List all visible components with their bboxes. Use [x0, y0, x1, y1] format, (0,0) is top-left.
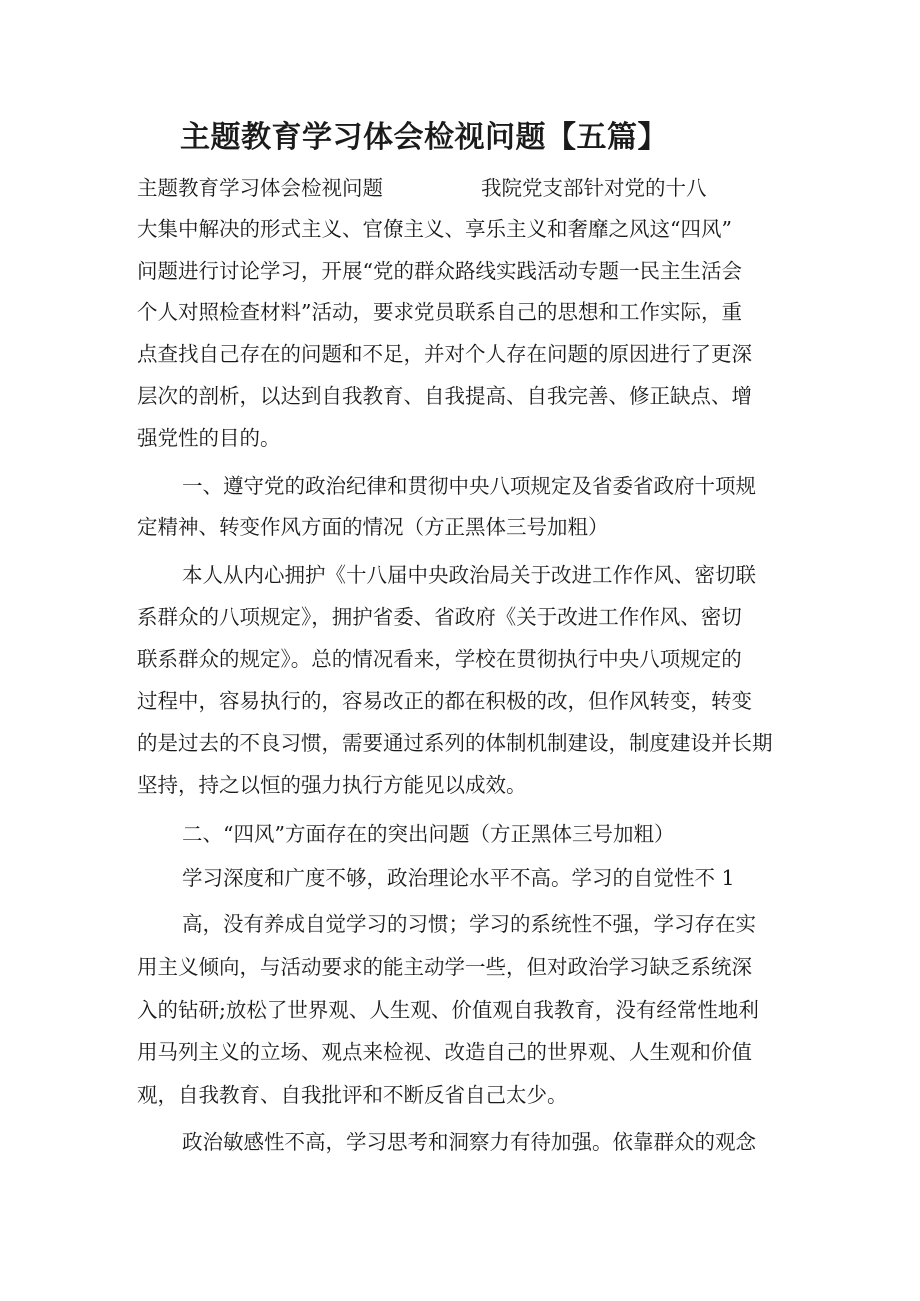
text-line: 高，没有养成自觉学习的习惯；学习的系统性不强，学习存在实	[182, 912, 756, 936]
text-line: 点查找自己存在的问题和不足，并对个人存在问题的原因进行了更深	[137, 342, 752, 366]
text-line: 联系群众的规定》。总的情况看来，学校在贯彻执行中央八项规定的	[137, 647, 742, 671]
text-line: 入的钻研;放松了世界观、人生观、价值观自我教育，没有经常性地利	[137, 998, 759, 1022]
text-line: 个人对照检查材料”活动，要求党员联系自己的思想和工作实际，重	[137, 300, 742, 324]
document-title: 主题教育学习体会检视问题【五篇】	[180, 120, 668, 155]
section-heading-1: 一、遵守党的政治纪律和贯彻中央八项规定及省委省政府十项规	[182, 474, 756, 498]
text-line: 我院党支部针对党的十八	[481, 176, 707, 200]
text-line: 过程中，容易执行的，容易改正的都在积极的改，但作风转变，转变	[137, 689, 752, 713]
text-line: 的是过去的不良习惯，需要通过系列的体制机制建设，制度建设并长期	[137, 731, 773, 755]
text-line: 观，自我教育、自我批评和不断反省自己太少。	[137, 1083, 568, 1107]
text-line: 系群众的八项规定》，拥护省委、省政府《关于改进工作作风、密切	[137, 605, 742, 629]
text-line: 用马列主义的立场、观点来检视、改造自己的世界观、人生观和价值	[137, 1040, 752, 1064]
text-line: 问题进行讨论学习，开展“党的群众路线实践活动专题一民主生活会	[137, 259, 742, 283]
text-line: 强党性的目的。	[137, 426, 281, 450]
text-line: 本人从内心拥护《十八届中央政治局关于改进工作作风、密切联	[182, 563, 756, 587]
text-line: 坚持，持之以恒的强力执行方能见以成效。	[137, 773, 527, 797]
intro-label: 主题教育学习体会检视问题	[137, 176, 383, 200]
text-line: 大集中解决的形式主义、官僚主义、享乐主义和奢靡之风这“四风”	[137, 217, 732, 241]
section-heading-1-cont: 定精神、转变作风方面的情况（方正黑体三号加粗）	[137, 515, 609, 539]
text-line: 用主义倾向，与活动要求的能主动学一些，但对政治学习缺乏系统深	[137, 955, 752, 979]
text-line: 学习深度和广度不够，政治理论水平不高。学习的自觉性不 1	[182, 866, 735, 890]
section-heading-2: 二、“四风”方面存在的突出问题（方正黑体三号加粗）	[182, 822, 675, 846]
text-line: 政治敏感性不高，学习思考和洞察力有待加强。依靠群众的观念	[182, 1130, 756, 1154]
text-line: 层次的剖析，以达到自我教育、自我提高、自我完善、修正缺点、增	[137, 384, 752, 408]
